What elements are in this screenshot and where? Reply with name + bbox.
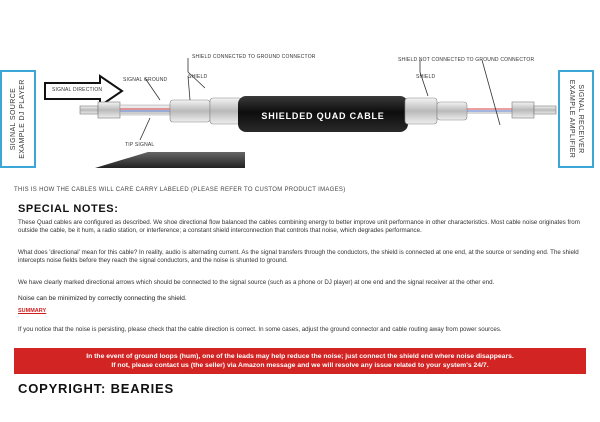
signal-source-label: SIGNAL SOURCE EXAMPLE DJ PLAYER: [10, 79, 26, 159]
warning-line-2: If not, please contact us (the seller) via Amazon message and we will resolve any issue related to your system's 24/7.: [111, 362, 489, 369]
shield-left-label: SHIELD: [188, 74, 208, 80]
signal-receiver-label: SIGNAL RECEIVER EXAMPLE AMPLIFIER: [568, 79, 584, 159]
notes-paragraph-1: These Quad cables are configured as described. We shoe directional flow balanced the cables combining energy to better improve unit performance in other characteristics. Most cable noise originates from outside the cable, be it hum, a radio station, or interference; a constant shield interconnection that controls that noise, which degrades performance.: [18, 219, 580, 234]
cable-body: [238, 96, 408, 132]
arrow-label: SIGNAL DIRECTION: [52, 87, 103, 93]
base-wedge: [95, 152, 245, 168]
cable-diagram: [0, 0, 600, 185]
callout-left-label: SHIELD CONNECTED TO GROUND CONNECTOR: [192, 54, 316, 60]
right-wires: [467, 109, 512, 113]
notes-paragraph-2: What does 'directional' mean for this cable? In reality, audio is alternating current. As the signal transfers through the conductors, the shield is connected at one end, at the source or sending end. The shield intercepts noise fields before they reach the signal conductors, and the noise is shunted to ground.: [18, 249, 579, 264]
shield-right-label: SHIELD: [416, 74, 436, 80]
summary-label: SUMMARY: [18, 308, 47, 314]
notes-paragraph-4: If you notice that the noise is persisting, please check that the cable direction is correct. In some cases, adjust the ground connector and cable routing away from power sources.: [18, 326, 502, 333]
left-shield-connector: [170, 98, 242, 124]
diagram-caption: THIS IS HOW THE CABLES WILL CARE CARRY LABELED (PLEASE REFER TO CUSTOM PRODUCT IMAGES): [14, 187, 346, 193]
signal-ground-label: SIGNAL GROUND: [123, 77, 168, 83]
right-plug: [512, 102, 556, 118]
special-notes-title: SPECIAL NOTES:: [18, 203, 119, 215]
warning-banner: [14, 348, 586, 374]
callout-right-label: SHIELD NOT CONNECTED TO GROUND CONNECTOR: [398, 57, 535, 63]
warning-line-1: In the event of ground loops (hum), one of the leads may help reduce the noise; just connect the shield end where noise disappears.: [86, 353, 514, 360]
cable-label: SHIELDED QUAD CABLE: [261, 111, 385, 121]
right-shield-connector: [405, 98, 467, 124]
tip-label: TIP SIGNAL: [125, 142, 155, 148]
left-plug: [80, 102, 170, 118]
notes-paragraph-3: We have clearly marked directional arrows which should be connected to the signal source (such as a phone or DJ player) at one end and the signal receiver at the other end.: [18, 279, 495, 286]
notes-subtitle: Noise can be minimized by correctly connecting the shield.: [18, 295, 187, 302]
copyright-text: COPYRIGHT: BEARIES: [18, 381, 174, 396]
